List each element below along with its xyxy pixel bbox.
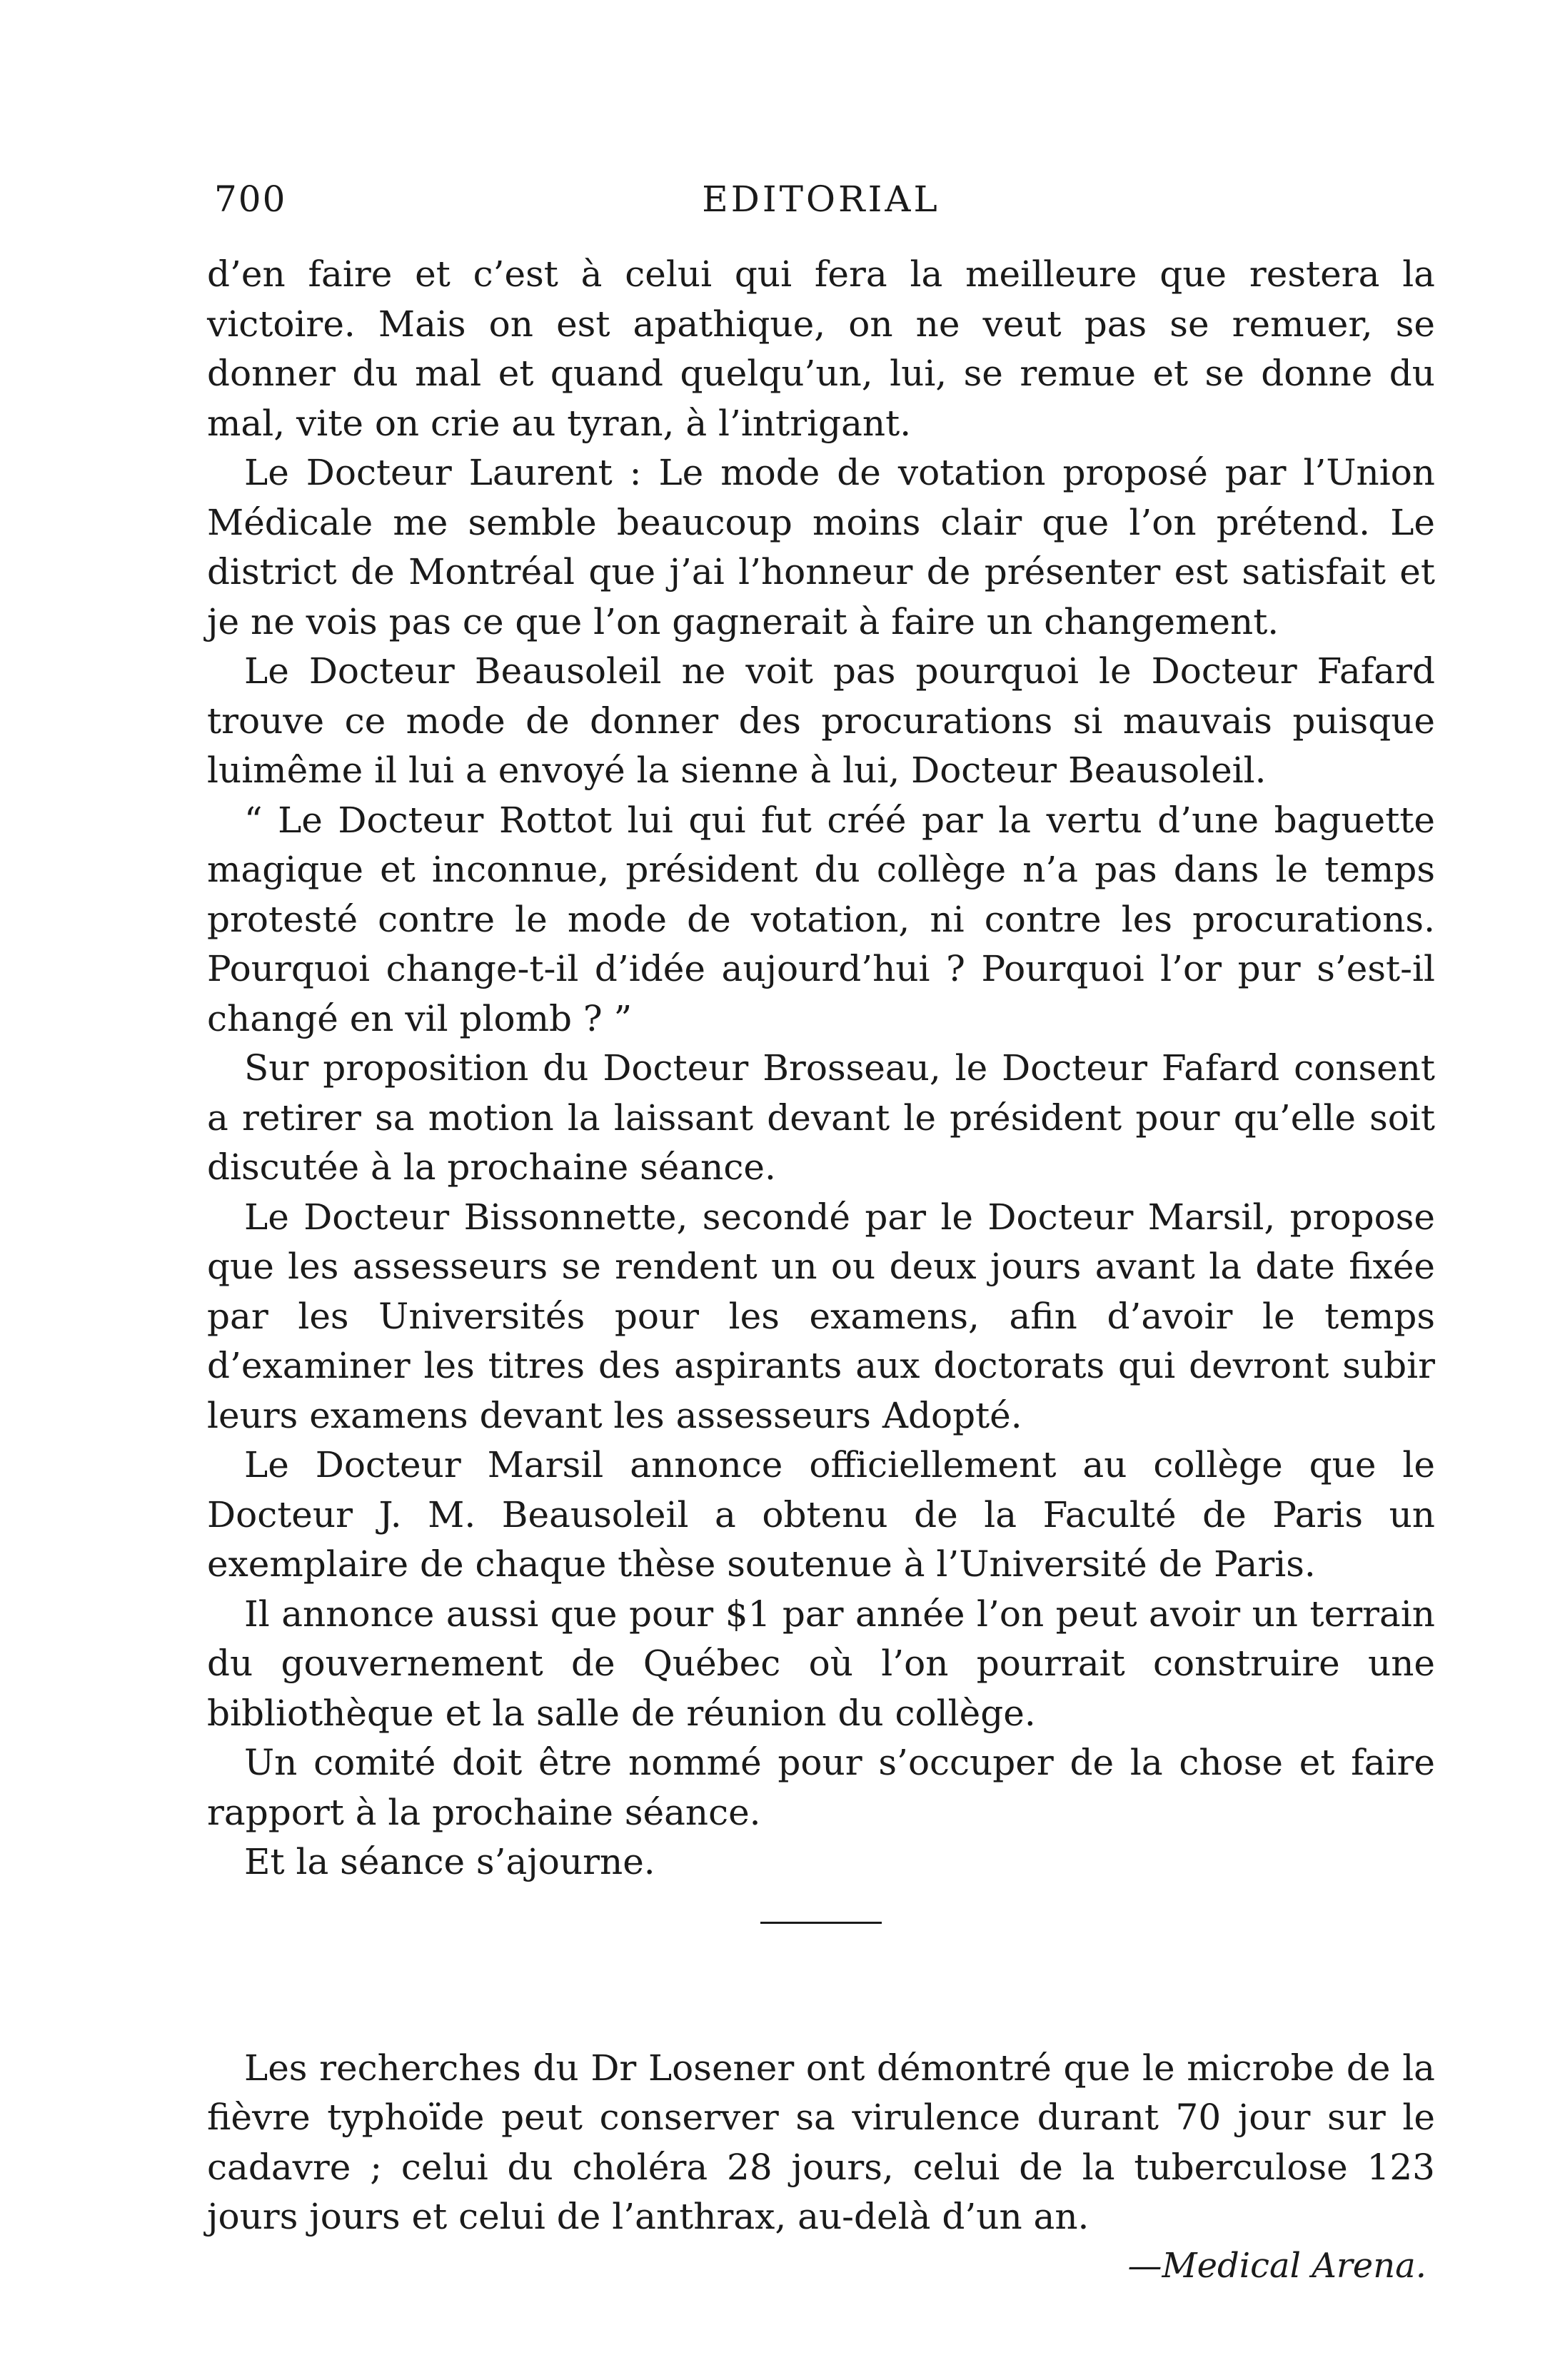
note-text: Les recherches du Dr Losener ont démontré que le microbe de la fièvre typhoïde peut conserver sa virulence durant 70 jour sur le cadavre ; celui du choléra 28 jours, celui de la tuberculose 123 jours jours et celui de l’anthrax, au-delà d’un an. <box>207 2047 1435 2237</box>
page <box>207 171 1435 2289</box>
paragraph-beausoleil: Le Docteur Beausoleil ne voit pas pourquoi le Docteur Fafard trouve ce mode de donner des procurations si mauvais puisque luimême il lui a envoyé la sienne à lui, Docteur Beausoleil. <box>207 650 1435 791</box>
section-title: EDITORIAL <box>702 178 940 220</box>
paragraph-ajourne: Et la séance s’ajourne. <box>244 1841 655 1882</box>
paragraph-brosseau: Sur proposition du Docteur Brosseau, le Docteur Fafard consent a retirer sa motion la laissant devant le président pour qu’elle soit discutée à la prochaine séance. <box>207 1047 1435 1188</box>
paragraph-terrain: Il annonce aussi que pour $1 par année l’on peut avoir un terrain du gouvernement de Québec où l’on pourrait construire une bibliothèque et la salle de réunion du collège. <box>207 1593 1435 1734</box>
paragraph-marsil: Le Docteur Marsil annonce officiellement au collège que le Docteur J. M. Beausoleil a obtenu de la Faculté de Paris un exemplaire de chaque thèse soutenue à l’Université de Paris. <box>207 1444 1435 1585</box>
page-number: 700 <box>214 178 287 220</box>
paragraph-rottot-quote: “ Le Docteur Rottot lui qui fut créé par la vertu d’une baguette magique et inconnue, président du collège n’a pas dans le temps protesté contre le mode de votation, ni contre les procurations. Pourquoi change-t-il d’idée aujourd’hui ? Pourquoi l’or pur s’est-il changé en vil plomb ? ” <box>207 799 1435 1039</box>
paragraph-continuation: d’en faire et c’est à celui qui fera la meilleure que restera la victoire. Mais on est apathique, on ne veut pas se remuer, se donner du mal et quand quelqu’un, lui, se remue et se donne du mal, vite on crie au tyran, à l’intrigant. <box>207 253 1435 444</box>
section-divider <box>760 1922 882 1924</box>
running-head <box>207 171 1435 228</box>
paragraph-comite: Un comité doit être nommé pour s’occuper de la chose et faire rapport à la prochaine séance. <box>207 1742 1435 1833</box>
note-source: —Medical Arena. <box>1127 2245 1426 2286</box>
paragraph-bissonnette: Le Docteur Bissonnette, secondé par le Docteur Marsil, propose que les assesseurs se rendent un ou deux jours avant la date fixée par les Universités pour les examens, afin d’avoir le temps d’examiner les titres des aspirants aux doctorats qui devront subir leurs examens devant les assesseurs Adopté. <box>207 1196 1435 1436</box>
body-text <box>207 250 1435 1887</box>
news-note <box>207 2044 1435 2289</box>
paragraph-laurent: Le Docteur Laurent : Le mode de votation proposé par l’Union Médicale me semble beaucoup moins clair que l’on prétend. Le district de Montréal que j’ai l’honneur de présenter est satisfait et je ne vois pas ce que l’on gagnerait à faire un changement. <box>207 452 1435 642</box>
